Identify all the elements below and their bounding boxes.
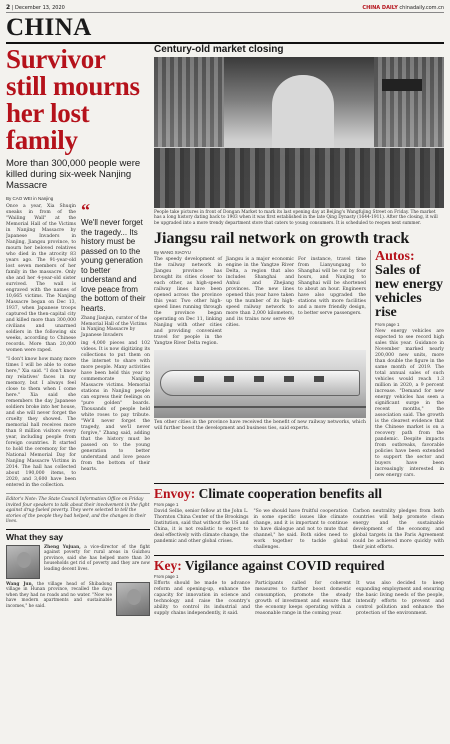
envoy-headline-keyword: Envoy: [154, 486, 196, 502]
autos-headline-keyword: Autos: [375, 249, 415, 265]
speaker-entry [6, 545, 150, 579]
lead-body-paragraph-1: Once a year, Xia Shuqin sneaks in from of the "Wailing Wall" at the Memorial Hall of the Victims in Nanjing Massacre by Japanese Invaders in Nanjing, Jiangsu province, to mourn her beloved relatives who died in the atrocity 83 years ago. The 91-year-old lost seven members of her family in the massacre. Only she and her 4-year-old sister survived. The wall is engraved with the names of 10,665 victims. The Nanjing Massacre began on Dec 13, 1937, when Japanese troops captured the then-capital city and killed more than 300,000 civilians and unarmed soldiers in the following six weeks, according to Chinese records. More than 20,000 women were raped. [6, 204, 76, 353]
key-body [154, 581, 444, 617]
issue-date: | December 13, 2020 [11, 5, 65, 11]
section-title: CHINA [6, 14, 92, 41]
speaker-name: Zheng Yujuan, [44, 544, 81, 550]
photo-train-window [284, 376, 294, 382]
jiangsu-body-col-4: Ten other cities in the province have received the benefit of new railway networks, which will further boost the development and business ties, said experts. [154, 420, 366, 432]
speaker-photo [116, 582, 150, 616]
key-headline [154, 555, 444, 574]
key-body-col-2: Participants called for coherent measures to further boost domestic consumption, promote the steady growth of investment and ensure that the economy keeps operating within a reasonable range in the coming year. [255, 581, 352, 617]
key-body-col-1: Efforts should be made to advance reform and opening-up, enhance the capacity for innovation in science and technology and raise the country's ability to control its industrial and supply chains independently, it said. [154, 581, 251, 617]
lead-body-paragraph-2: "I don't know how many more times I will be able to come here," Xia said. "I don't know my relatives' faces in my memory, but I always feel close to them when I come here." Xia said she remembers the day Japanese soldiers broke into her house, and she will never forget the cruelty they showed. The memorial hall receives more than 8 million visitors every year, including people from foreign countries. It started to hold the ceremony for the National Memorial Day for Nanjing Massacre Victims in 2014. The hall has collected about 190,000 items, to 2020, and 3,600 have been entered in the collection. [6, 357, 76, 488]
editor-note: Editor's Note: The State Council Information Office on Friday invited four speakers to talk about their involvement in the fight against drug-fueled poverty. They were selected to tell the stories of the people they had helped, and the changes in their lives. [6, 493, 150, 525]
envoy-body-col-1: David Sellie, senior fellow at the John L. Thornton China Center of the Brookings Institution, said that without the US and China, it is not realistic to expect to deal effectively with climate change, the pandemic and other global crises. [154, 509, 249, 545]
envoy-body-col-3: Carbon neutrality pledges from both countries will help promote clean energy and the sustainable development of the economy, and global targets in the Paris Agreement could be achieved more quickly with their joint efforts. [352, 509, 444, 551]
autos-headline [375, 250, 444, 320]
envoy-body [154, 509, 444, 551]
lead-byline: By CAO WEI in Nanjing [6, 196, 54, 201]
autos-story [370, 250, 444, 479]
envoy-headline-text: Climate cooperation benefits all [198, 486, 382, 502]
photo-rail [154, 406, 366, 408]
envoy-body-col-2: "So we should have fruitful cooperation in some specific issues like climate change, and it is important to continue to have dialogue and not to mute that channel," he said. Both sides need to work together to tackle global challenges. [253, 509, 348, 551]
right-column [154, 44, 444, 617]
lead-headline: Survivor still mourns her lost family [6, 46, 140, 155]
what-they-say-title: What they say [6, 529, 150, 542]
photo-train-window [194, 376, 204, 382]
photo-market-gate [272, 75, 334, 155]
lead-deck: More than 300,000 people were killed during six-week Nanjing Massacre [6, 158, 141, 191]
speaker-photo [6, 545, 40, 579]
feature-caption: People take pictures in front of Dongan Market to mark its last opening day at Beijing's Wangfujing Street on Friday. The market has a long history dating back to 1903 when it was first established in the late Qing Dynasty (1644-1911). After the closing, it will be upgraded into a more trendy department store that caters to young consumers. It is scheduled to reopen next summer. [154, 210, 438, 226]
key-byline: From page 1 [154, 574, 179, 580]
lead-body [6, 200, 150, 489]
photo-train-window [254, 376, 264, 382]
page-header [6, 3, 444, 13]
speaker-name: Wang Jun, [6, 581, 34, 587]
envoy-headline [154, 483, 444, 502]
pull-quote: We'll never forget the tragedy... Its history must be passed on to the young generation to better understand and love peace from the bottom of their hearts. [81, 218, 146, 313]
speaker-quote: a vice-director of the fight against poverty for rural areas in Guizhou province, said she has helped more than 30 households get rid of poverty and they are now leading decent lives. [44, 544, 150, 572]
photo-building-right [374, 57, 444, 147]
jiangsu-body-col-3: For instance, travel time from Lianyungang to Shanghai will be cut by four hours, and Nanjing to Shanghai will be shortened to about an hour. Engineers have also upgraded the stations with more facilities and a more friendly design, to better serve passengers. [298, 257, 366, 317]
train-photo [154, 350, 366, 418]
speaker-entry [6, 582, 150, 616]
photo-crowd [154, 148, 444, 208]
photo-building-left [154, 57, 224, 147]
quote-mark-icon: “ [81, 200, 90, 220]
key-headline-keyword: Key: [154, 558, 182, 574]
envoy-byline: From page 1 [154, 502, 179, 508]
page-number: 2 [6, 4, 11, 11]
photo-train-window [224, 376, 234, 382]
jiangsu-byline: By WANG XIAOYU [154, 250, 191, 256]
key-headline-text: Vigilance against COVID required [184, 558, 385, 574]
lead-body-paragraph-3: ing 4,000 pieces and 102 videos. It is now digitizing its collections to put them on the internet to share with more people. Many activities have been held this year to commemorate Nanjing Massacre victims. Memorial stations in Nanjing people can express their feelings on "pure golden" boards. Thousands of people held white roses to pay tribute. "We'll never forget the tragedy, and we'll never forgive," Zhang said, adding that the history must be passed on to the young generation to better understand and love peace from the bottom of their hearts. [81, 341, 150, 472]
pull-quote-attribution: Zhang Jianjun, curator of the Memorial Hall of the Victims in Nanjing Massacre by Japanese Invaders [81, 316, 148, 338]
feature-photo-title: Century-old market closing [154, 44, 284, 55]
jiangsu-body-col-1: The speedy development of the railway network in Jiangsu province has brought its cities closer to each other, as high-speed railway lines have been opened across the province this year. Two other high-speed lines running through the province began operating on Dec 11, linking Nanjing with other cities and providing convenient travel for people in the Yangtze River Delta region. [154, 257, 222, 347]
photo-market-sign [382, 79, 422, 91]
autos-byline: From page 1 [375, 322, 400, 328]
photo-train-car [160, 370, 360, 396]
website: chinadaily.com.cn [399, 4, 444, 11]
autos-body: New energy vehicles are expected to see record high sales this year. Guidance in November marked nearly 200,000 new units, more than double the figure in the same month of 2019. The total annual sales of such vehicles would reach 1.3 million in 2020, a 9 percent increase. "Demand for new energy vehicles has seen a significant surge in the recent months," the association said. The growth is the clearest evidence that the Chinese market is on a recovery path from the pandemic. Despite impacts from outbreaks, favorable policies have been extended to support the sector and buyers have been increasingly interested in new energy cars. [375, 329, 444, 479]
jiangsu-body-col-2: Jiangsu is a major economic engine in the Yangtze River Delta, a region that also includes Shanghai and Anhui and Zhejiang provinces. The new lines opened this year have taken up the number of its high-speed railway network to more than 2,000 kilometers, and its trains now serve 49 cities. [226, 257, 294, 329]
photo-train-window [314, 376, 324, 382]
key-body-col-3: It was also decided to keep expanding employment and ensuring the basic living needs of the people, intensify efforts to prevent and control pollution and enhance the protection of the environment. [356, 581, 444, 617]
lead-story [6, 46, 150, 740]
autos-headline-text: Sales of new energy vehicles rise [375, 263, 444, 321]
publication-name: CHINA DAILY [362, 4, 398, 11]
market-photo [154, 57, 444, 208]
jiangsu-headline: Jiangsu rail network on growth track [154, 230, 410, 248]
speaker-quote: the village head of Shibadong village in Hunan province, recalled the days when they had no roads and no water. "Now we have modern apartments and sustainable incomes," he said. [6, 581, 112, 609]
